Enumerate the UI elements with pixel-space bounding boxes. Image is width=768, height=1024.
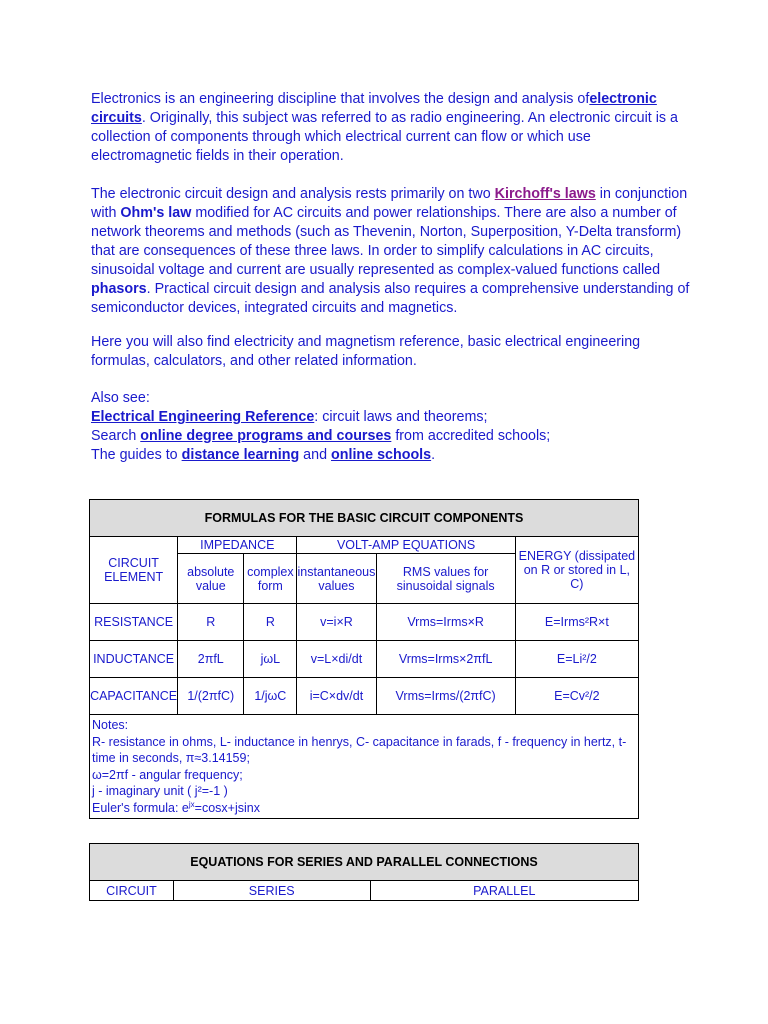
header-series: SERIES	[173, 881, 370, 901]
header-parallel: PARALLEL	[370, 881, 638, 901]
header-rms: RMS values for sinusoidal signals	[376, 554, 515, 604]
text: Search	[91, 428, 141, 444]
complex-cell: 1/jωC	[244, 678, 297, 715]
also-see-line-1	[91, 408, 691, 427]
text: . Originally, this subject was referred to as radio engineering. An electronic circuit is a collection of components through which electrical current can flow or which use electromagnetic fields in their operation.	[91, 110, 678, 164]
notes-line-3: j - imaginary unit ( j²=-1 )	[92, 784, 228, 798]
header-absolute-value: absolute value	[178, 554, 244, 604]
ee-reference-link[interactable]: Electrical Engineering Reference	[91, 409, 315, 425]
notes-label: Notes:	[92, 718, 129, 732]
text: . Practical circuit design and analysis also requires a comprehensive understanding of semiconductor devices, integrated circuits and magnetics.	[91, 281, 690, 316]
table-row	[90, 678, 639, 715]
instantaneous-cell: i=C×dv/dt	[297, 678, 376, 715]
header-complex-form: complex form	[244, 554, 297, 604]
text: Euler's formula: e	[92, 800, 189, 815]
superscript: jx	[188, 799, 195, 809]
complex-cell: jωL	[244, 641, 297, 678]
notes-cell	[90, 715, 639, 819]
text: from accredited schools;	[391, 428, 551, 444]
instantaneous-cell: v=i×R	[297, 604, 376, 641]
distance-learning-link[interactable]: distance learning	[181, 447, 300, 463]
element-cell: CAPACITANCE	[90, 678, 178, 715]
article-body	[91, 90, 691, 465]
header-instantaneous: instantaneous values	[297, 554, 376, 604]
series-parallel-table	[89, 843, 639, 901]
text: modified for AC circuits and power relationships. There are also a number of network theorems and methods (such as Thevenin, Norton, Superposition, Y-Delta transform) that are consequences of these three laws. In order to simplify calculations in AC circuits, sinusoidal voltage and current are usually represented as complex-valued functions called	[91, 205, 682, 278]
text: : circuit laws and theorems;	[314, 409, 488, 425]
energy-cell: E=Li²/2	[515, 641, 638, 678]
phasors-term: phasors	[91, 281, 147, 297]
text: and	[299, 447, 332, 463]
also-see-line-3	[91, 446, 691, 465]
electronic-circuits-link[interactable]: electronic circuits	[91, 91, 657, 126]
table-row	[90, 641, 639, 678]
energy-cell: E=Cv²/2	[515, 678, 638, 715]
rms-cell: Vrms=Irms/(2πfC)	[376, 678, 515, 715]
text: .	[431, 447, 436, 463]
absolute-cell: 2πfL	[178, 641, 244, 678]
intro-paragraph-3: Here you will also find electricity and magnetism reference, basic electrical engineering formulas, calculators, and other related information.	[91, 334, 641, 369]
element-cell: INDUCTANCE	[90, 641, 178, 678]
also-see-label: Also see:	[91, 390, 150, 406]
online-schools-link[interactable]: online schools	[331, 447, 432, 463]
rms-cell: Vrms=Irms×2πfL	[376, 641, 515, 678]
formulas-table	[89, 499, 639, 819]
header-impedance: IMPEDANCE	[178, 537, 297, 554]
text: in conjunction with	[91, 186, 688, 221]
absolute-cell: R	[178, 604, 244, 641]
intro-paragraph-2	[91, 185, 691, 318]
online-degree-link[interactable]: online degree programs and courses	[140, 428, 392, 444]
intro-paragraph-1	[91, 90, 691, 166]
instantaneous-cell: v=L×di/dt	[297, 641, 376, 678]
header-energy: ENERGY (dissipated on R or stored in L, C)	[515, 537, 638, 604]
text: The electronic circuit design and analysis rests primarily on two	[91, 186, 495, 202]
formulas-table-title: FORMULAS FOR THE BASIC CIRCUIT COMPONENTS	[90, 500, 639, 537]
also-see-line-2	[91, 427, 691, 446]
element-cell: RESISTANCE	[90, 604, 178, 641]
notes-euler	[92, 800, 636, 817]
rms-cell: Vrms=Irms×R	[376, 604, 515, 641]
kirchoffs-laws-link[interactable]: Kirchoff's laws	[494, 186, 596, 202]
header-circuit: CIRCUIT	[90, 881, 174, 901]
table-row	[90, 604, 639, 641]
ohms-law-term: Ohm's law	[120, 205, 192, 221]
series-parallel-table-title: EQUATIONS FOR SERIES AND PARALLEL CONNECTIONS	[90, 844, 639, 881]
notes-line-2: ω=2πf - angular frequency;	[92, 767, 243, 782]
notes-line-1: R- resistance in ohms, L- inductance in henrys, C- capacitance in farads, f - frequency in hertz, t- time in seconds, π≈3.14159;	[92, 734, 627, 765]
absolute-cell: 1/(2πfC)	[178, 678, 244, 715]
text: Electronics is an engineering discipline that involves the design and analysis of	[91, 91, 590, 107]
text: =cosx+jsinx	[194, 800, 260, 815]
header-circuit-element: CIRCUIT ELEMENT	[90, 537, 178, 604]
header-volt-amp: VOLT-AMP EQUATIONS	[297, 537, 515, 554]
text: The guides to	[91, 447, 182, 463]
complex-cell: R	[244, 604, 297, 641]
energy-cell: E=Irms²R×t	[515, 604, 638, 641]
